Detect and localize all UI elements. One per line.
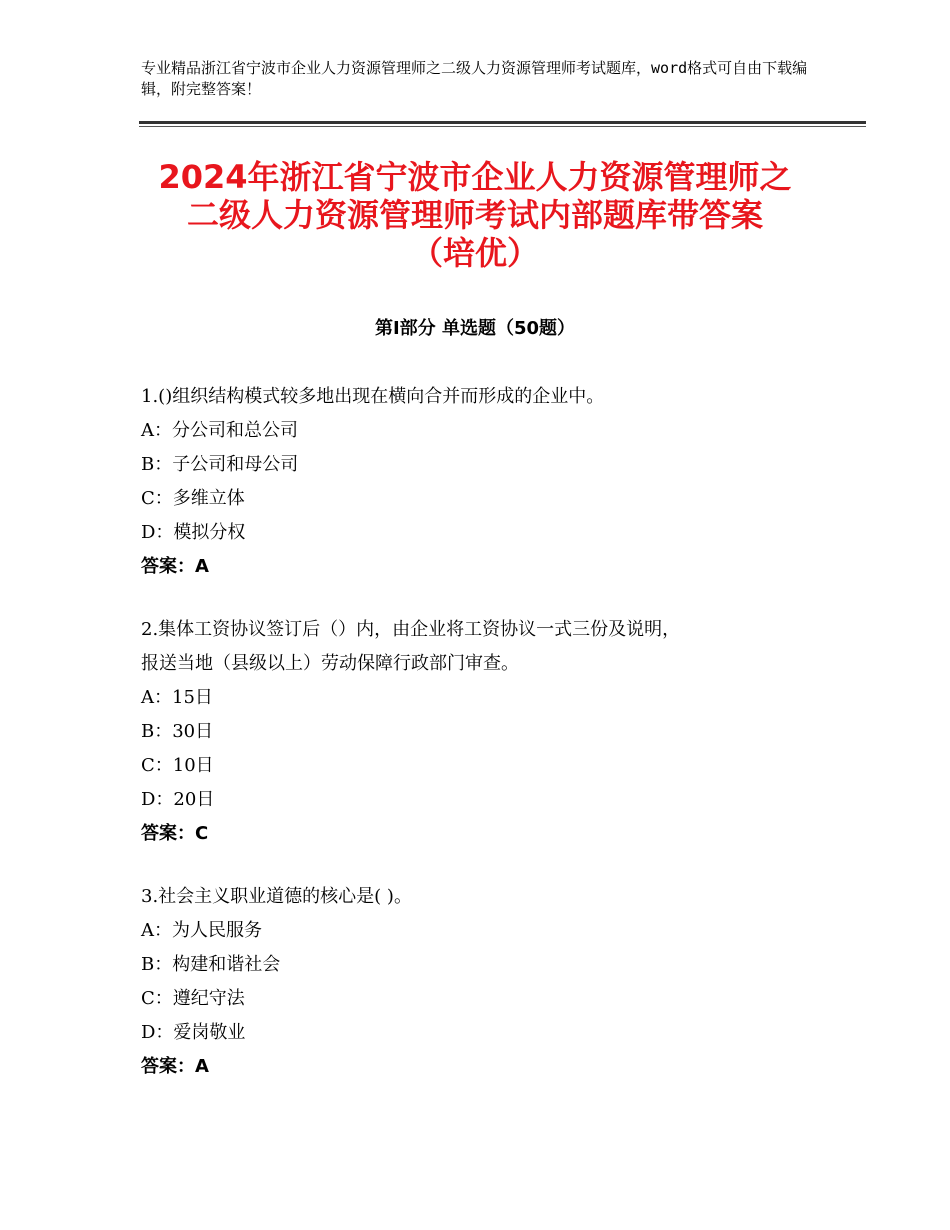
option-a: A：15日 xyxy=(141,687,213,708)
answer-line: 答案：A xyxy=(141,556,209,577)
question-stem: 2.集体工资协议签订后（）内，由企业将工资协议一式三份及说明， xyxy=(141,619,681,640)
title-line: 二级人力资源管理师考试内部题库带答案 xyxy=(186,196,763,234)
answer-line: 答案：C xyxy=(141,823,209,844)
answer-line: 答案：A xyxy=(141,1056,209,1077)
section-heading: 第Ⅰ部分 单选题（50题） xyxy=(374,318,575,339)
document-title xyxy=(100,158,850,272)
option-c: C：10日 xyxy=(141,755,214,776)
option-b: B：子公司和母公司 xyxy=(141,454,299,475)
question-2 xyxy=(141,613,821,851)
option-c: C：遵纪守法 xyxy=(141,988,245,1009)
question-list xyxy=(141,380,821,1113)
title-line: 2024年浙江省宁波市企业人力资源管理师之 xyxy=(158,158,792,196)
option-b: B：30日 xyxy=(141,721,214,742)
question-stem-continued: 报送当地（县级以上）劳动保障行政部门审查。 xyxy=(141,653,519,674)
header-rule-thin xyxy=(139,126,866,127)
option-a: A：为人民服务 xyxy=(141,920,262,941)
option-c: C：多维立体 xyxy=(141,488,245,509)
title-line: （培优） xyxy=(410,234,539,272)
option-d: D：20日 xyxy=(141,789,215,810)
option-a: A：分公司和总公司 xyxy=(141,420,298,441)
option-b: B：构建和谐社会 xyxy=(141,954,281,975)
header-note: 专业精品浙江省宁波市企业人力资源管理师之二级人力资源管理师考试题库，word格式可自由下载编辑，附完整答案！ xyxy=(141,59,808,98)
question-stem: 3.社会主义职业道德的核心是( )。 xyxy=(141,886,412,907)
option-d: D：爱岗敬业 xyxy=(141,1022,246,1043)
question-1 xyxy=(141,380,821,584)
question-3 xyxy=(141,880,821,1084)
question-stem: 1.()组织结构模式较多地出现在横向合并而形成的企业中。 xyxy=(141,386,605,407)
header-rule-thick xyxy=(139,121,866,124)
option-d: D：模拟分权 xyxy=(141,522,246,543)
